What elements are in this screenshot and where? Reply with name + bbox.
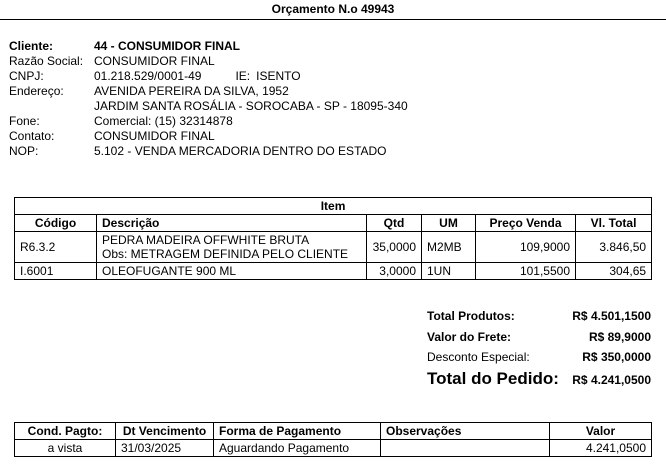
payment-header-row (15, 423, 652, 440)
contato-row (9, 129, 408, 144)
col-header-valor: Valor (550, 423, 652, 440)
valor-frete-value: R$ 89,9000 (588, 330, 651, 344)
col-header-preco: Preço Venda (476, 215, 576, 232)
razao-row (9, 54, 408, 69)
endereco-line1: AVENIDA PEREIRA DA SILVA, 1952 (94, 84, 289, 98)
desconto-row (427, 350, 651, 369)
cell-um: M2MB (422, 232, 476, 263)
endereco-row-2 (9, 99, 408, 114)
col-header-um: UM (422, 215, 476, 232)
total-produtos-row (427, 309, 651, 330)
col-header-forma: Forma de Pagamento (214, 423, 381, 440)
col-header-total: Vl. Total (576, 215, 652, 232)
title-divider (0, 19, 666, 20)
col-header-cond-pagto: Cond. Pagto: (15, 423, 116, 440)
contato-value: CONSUMIDOR FINAL (94, 129, 215, 143)
cell-total: 304,65 (576, 263, 652, 280)
col-header-qtd: Qtd (367, 215, 422, 232)
cliente-value: 44 - CONSUMIDOR FINAL (94, 39, 241, 53)
payment-table (14, 422, 652, 457)
cell-forma: Aguardando Pagamento (214, 440, 381, 457)
cell-observacoes (381, 440, 550, 457)
cliente-row (9, 39, 408, 54)
cliente-label: Cliente: (9, 39, 54, 53)
contato-label: Contato: (9, 129, 55, 143)
desconto-label: Desconto Especial: (427, 350, 530, 364)
total-pedido-label: Total do Pedido: (427, 369, 559, 388)
total-pedido-row (427, 369, 651, 391)
cell-qtd: 3,0000 (367, 263, 422, 280)
nop-value: 5.102 - VENDA MERCADORIA DENTRO DO ESTADO (94, 144, 387, 158)
col-header-descricao: Descrição (97, 215, 367, 232)
ie-value: ISENTO (256, 69, 301, 83)
cell-valor: 4.241,0500 (550, 440, 652, 457)
table-row (15, 263, 652, 280)
cnpj-row (9, 69, 408, 84)
items-group-header: Item (15, 198, 652, 215)
valor-frete-label: Valor do Frete: (427, 330, 512, 344)
items-column-header-row (15, 215, 652, 232)
cell-preco: 109,9000 (476, 232, 576, 263)
table-row (15, 232, 652, 263)
endereco-label: Endereço: (9, 84, 64, 98)
endereco-line2: JARDIM SANTA ROSÁLIA - SOROCABA - SP - 18095-340 (94, 99, 408, 113)
cnpj-label: CNPJ: (9, 69, 44, 83)
valor-frete-row (427, 330, 651, 350)
col-header-observacoes: Observações (381, 423, 550, 440)
fone-label: Fone: (9, 114, 40, 128)
ie-label: IE: (235, 69, 251, 83)
client-info (9, 39, 408, 159)
cell-descricao: OLEOFUGANTE 900 ML (97, 263, 367, 280)
items-table (14, 197, 652, 280)
document-title: Orçamento N.o 49943 (271, 2, 395, 16)
cell-preco: 101,5500 (476, 263, 576, 280)
cnpj-value: 01.218.529/0001-49 (94, 69, 202, 83)
razao-label: Razão Social: (9, 54, 84, 68)
cell-total: 3.846,50 (576, 232, 652, 263)
endereco-row (9, 84, 408, 99)
table-row (15, 440, 652, 457)
cell-codigo: I.6001 (15, 263, 97, 280)
total-pedido-value: R$ 4.241,0500 (572, 373, 651, 387)
total-produtos-value: R$ 4.501,1500 (572, 309, 651, 323)
items-group-header-row (15, 198, 652, 215)
cell-codigo: R6.3.2 (15, 232, 97, 263)
cell-vencimento: 31/03/2025 (116, 440, 214, 457)
totals-block (427, 309, 651, 391)
cell-um: 1UN (422, 263, 476, 280)
nop-label: NOP: (9, 144, 39, 158)
cell-cond-pagto: a vista (15, 440, 116, 457)
razao-value: CONSUMIDOR FINAL (94, 54, 215, 68)
total-produtos-label: Total Produtos: (427, 309, 515, 323)
fone-value: Comercial: (15) 32314878 (94, 114, 233, 128)
nop-row (9, 144, 408, 159)
cell-descricao (97, 232, 367, 263)
col-header-vencimento: Dt Vencimento (116, 423, 214, 440)
fone-row (9, 114, 408, 129)
cell-descricao-text: PEDRA MADEIRA OFFWHITE BRUTA (102, 233, 310, 247)
desconto-value: R$ 350,0000 (582, 350, 651, 364)
col-header-codigo: Código (15, 215, 97, 232)
cell-descricao-obs: Obs: METRAGEM DEFINIDA PELO CLIENTE (102, 247, 349, 261)
cell-qtd: 35,0000 (367, 232, 422, 263)
